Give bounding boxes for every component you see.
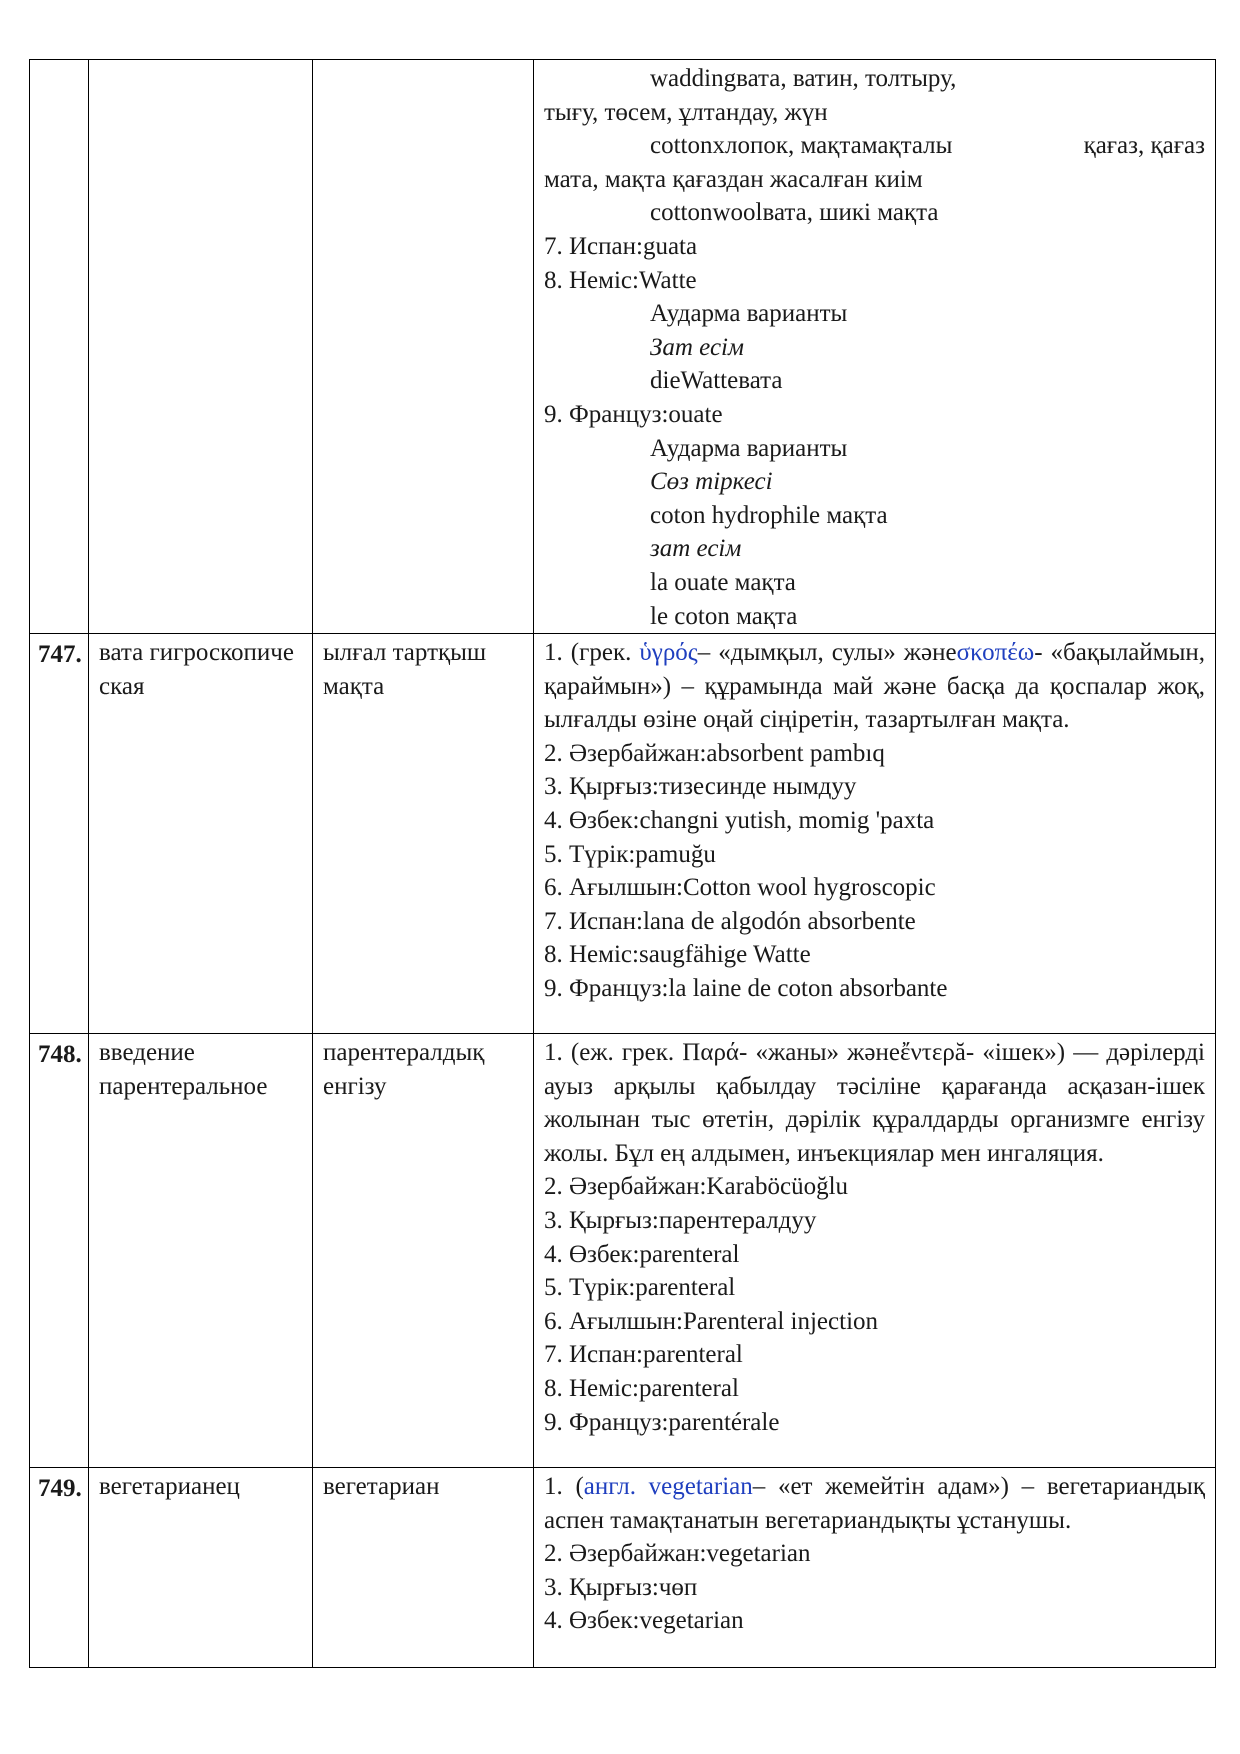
greek-term-link: σκοπέω — [956, 639, 1035, 667]
kazakh-term: парентералдық енгізу — [313, 1034, 534, 1468]
translation-line: 8. Неміс:parenteral — [544, 1375, 739, 1403]
translation-line: 2. Әзербайжан:Karaböcüoğlu — [544, 1173, 849, 1201]
definition-fragment: – «ет жемейтін адам») – вегетариандық аспен тамақтанатын вегетариандықты ұстанушы. — [544, 1473, 1205, 1534]
translation-line: 6. Ағылшын:Parenteral injection — [544, 1307, 879, 1335]
entry-number: 749. — [30, 1468, 89, 1668]
definition-cell — [534, 634, 1216, 1034]
russian-term: вегетарианец — [89, 1468, 313, 1668]
kazakh-term-cell — [313, 60, 534, 634]
translation-line: 7. Испан:lana de algodón absorbente — [544, 907, 916, 935]
table-row-749 — [30, 1468, 1216, 1668]
definition-text: 1. (еж. грек. Παρά- «жаны» жәнеἔντερă- «ішек») — дәрілерді ауыз арқылы қабылдау тәсіліне қарағанда асқазан-ішек жолынан тыс өтетін, дәрілік құралдарды организмге енгізу жолы. Бұл ең алдымен, инъекциялар мен ингаляция. — [544, 1039, 1205, 1167]
number-cell — [30, 60, 89, 634]
russian-term: вата гигроскопическая — [89, 634, 313, 1034]
translation-line: 7. Испан:parenteral — [544, 1341, 743, 1369]
russian-term-cell — [89, 60, 313, 634]
definition-cell — [534, 60, 1216, 634]
translation-line: 3. Қырғыз:парентералдуу — [544, 1207, 817, 1235]
part-of-speech-label: Зат есім — [650, 333, 744, 361]
translation-line: 5. Түрік:parenteral — [544, 1274, 736, 1302]
definition-line: Аударма варианты — [650, 434, 848, 462]
translation-line: 9. Француз:ouate — [544, 400, 723, 428]
translation-line: 3. Қырғыз:тизесинде нымдуу — [544, 773, 857, 801]
definition-cell — [534, 1034, 1216, 1468]
definition-line-right: қағаз, қағаз — [1083, 132, 1205, 160]
definition-line: le coton мақта — [650, 602, 798, 630]
translation-line: 9. Француз:la laine de coton absorbante — [544, 975, 948, 1003]
part-of-speech-label: Сөз тіркесі — [650, 468, 773, 496]
definition-line: Аударма варианты — [650, 300, 848, 328]
definition-fragment: - «бақылаймын, қараймын») – құрамында май және басқа да қоспалар жоқ, ылғалды өзіне оңай сіңіретін, тазартылған мақта. — [544, 639, 1206, 734]
table-row-continuation — [30, 60, 1216, 634]
definition-text — [544, 1470, 1205, 1537]
definition-line-left: cottonхлопок, мақтамақталы — [650, 132, 953, 160]
translation-line: 7. Испан:guata — [544, 232, 698, 260]
definition-cell — [534, 1468, 1216, 1668]
definition-fragment: 1. (грек. — [544, 639, 640, 667]
translation-line: 4. Өзбек:vegetarian — [544, 1607, 744, 1635]
definition-line: waddingвата, ватин, толтыру, — [650, 65, 957, 92]
translation-line: 3. Қырғыз:чөп — [544, 1573, 698, 1601]
english-term-link: англ. vegetarian — [583, 1473, 753, 1501]
translation-line: 4. Өзбек:parenteral — [544, 1240, 740, 1268]
definition-line — [544, 129, 1205, 163]
translation-line: 8. Неміс:saugfähige Watte — [544, 941, 811, 969]
definition-line: cottonwoolвата, шикі мақта — [650, 199, 939, 227]
table-row-747 — [30, 634, 1216, 1034]
entry-number: 748. — [30, 1034, 89, 1468]
translation-line: 6. Ағылшын:Cotton wool hygroscopic — [544, 874, 936, 902]
table-row-748 — [30, 1034, 1216, 1468]
greek-term-link: ὑγρός — [639, 639, 698, 667]
definition-line: мата, мақта қағаздан жасалған киім — [544, 165, 923, 193]
translation-line: 9. Француз:parentérale — [544, 1408, 780, 1436]
definition-line: dieWatteвата — [650, 367, 783, 395]
definition-line: la ouate мақта — [650, 568, 796, 596]
russian-term: введение парентеральное — [89, 1034, 313, 1468]
kazakh-term: ылғал тартқыш мақта — [313, 634, 534, 1034]
translation-line: 8. Неміс:Watte — [544, 266, 697, 294]
definition-text — [544, 636, 1205, 737]
translation-line: 2. Әзербайжан:absorbent pambıq — [544, 739, 885, 767]
translation-line: 2. Әзербайжан:vegetarian — [544, 1540, 811, 1568]
definition-fragment: – «дымқыл, сулы» және — [697, 639, 957, 667]
translation-line: 4. Өзбек:changni yutish, momig 'paxta — [544, 807, 935, 835]
dictionary-table — [29, 59, 1216, 1668]
entry-number: 747. — [30, 634, 89, 1034]
translation-line: 5. Түрік:pamuğu — [544, 840, 716, 868]
definition-fragment: 1. ( — [544, 1473, 584, 1501]
definition-line: тығу, төсем, ұлтандау, жүн — [544, 98, 828, 126]
definition-line: coton hydrophile мақта — [650, 501, 888, 529]
part-of-speech-label: зат есім — [650, 535, 742, 563]
kazakh-term: вегетариан — [313, 1468, 534, 1668]
